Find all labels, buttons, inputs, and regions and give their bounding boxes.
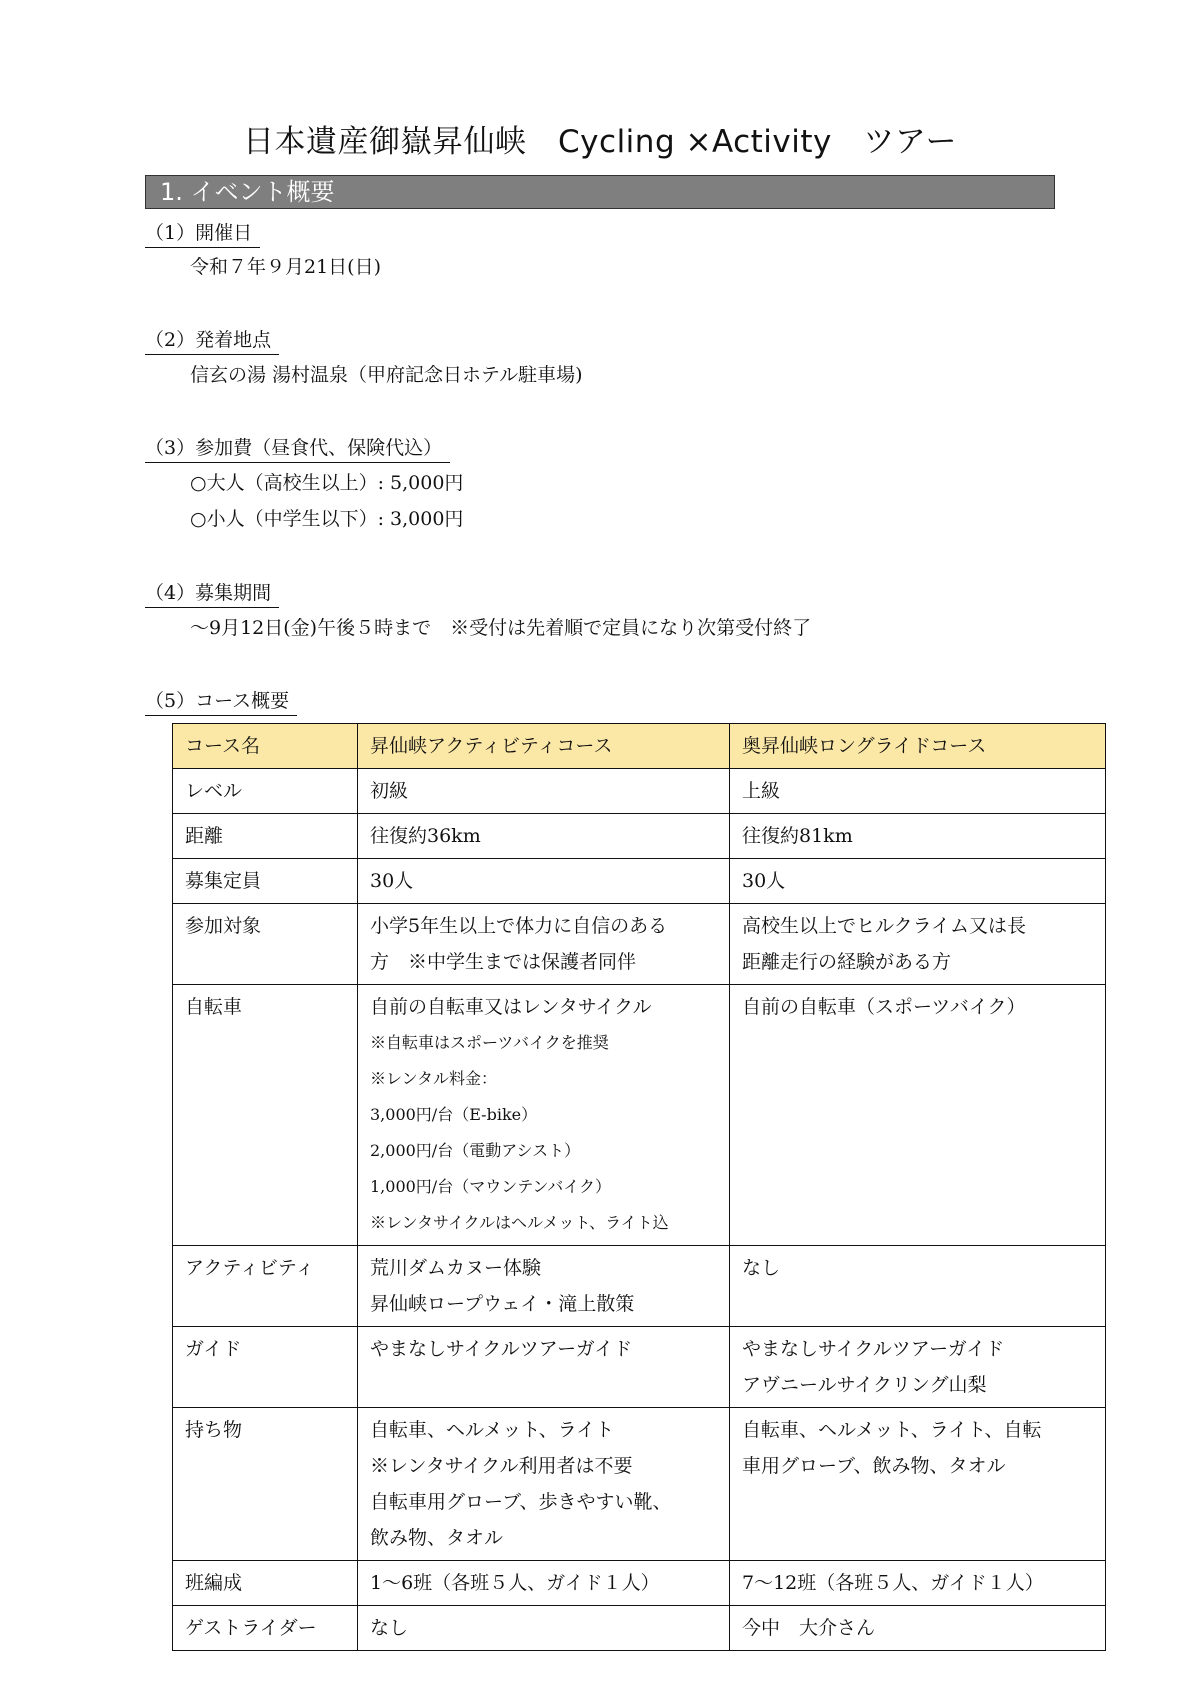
long-ride-course-cell (730, 985, 1106, 1246)
cell-line: 参加対象 (185, 915, 262, 937)
cell-line: 車用グローブ、飲み物、タオル (742, 1455, 1006, 1477)
cell-line: 上級 (742, 780, 781, 802)
cell-line: 自前の自転車又はレンタサイクル (370, 996, 652, 1018)
fee-adult: ○大人（高校生以上）: 5,000円 (190, 472, 464, 494)
table-row (173, 1327, 1106, 1408)
event-date: 令和７年９月21日(日) (190, 256, 382, 278)
row-label (173, 1606, 358, 1651)
header-cell (358, 724, 730, 769)
document-title: 日本遺産御嶽昇仙峡 Cycling ×Activity ツアー (243, 124, 957, 160)
cell-note: 2,000円/台（電動アシスト） (370, 1141, 581, 1160)
row-label (173, 814, 358, 859)
cell-line: 7〜12班（各班５人、ガイド１人） (742, 1572, 1044, 1594)
long-ride-course-cell (730, 1606, 1106, 1651)
heading-period: （4）募集期間 (145, 580, 279, 608)
long-ride-course-cell (730, 1246, 1106, 1327)
activity-course-cell (358, 1561, 730, 1606)
cell-note: ※レンタル料金： (370, 1069, 497, 1088)
cell-note: ※自転車はスポーツバイクを推奨 (370, 1033, 609, 1052)
heading-fee: （3）参加費（昼食代、保険代込） (145, 435, 450, 463)
cell-line: 30人 (370, 870, 414, 892)
activity-course-cell (358, 859, 730, 904)
heading-course: （5）コース概要 (145, 688, 297, 716)
header-cell (173, 724, 358, 769)
long-ride-course-cell (730, 904, 1106, 985)
cell-line: 奥昇仙峡ロングライドコース (742, 735, 987, 757)
row-label (173, 904, 358, 985)
row-label (173, 1327, 358, 1408)
table-row (173, 814, 1106, 859)
long-ride-course-cell (730, 859, 1106, 904)
section-heading: 1. イベント概要 (145, 175, 1055, 209)
cell-line: 荒川ダムカヌー体験 (370, 1257, 542, 1279)
cell-line: 今中 大介さん (742, 1617, 876, 1639)
cell-line: 1〜6班（各班５人、ガイド１人） (370, 1572, 660, 1594)
row-label (173, 1246, 358, 1327)
cell-line: 募集定員 (185, 870, 262, 892)
table-row (173, 985, 1106, 1246)
table-row (173, 769, 1106, 814)
cell-note: ※レンタサイクルはヘルメット、ライト込 (370, 1213, 669, 1232)
table-row (173, 1246, 1106, 1327)
activity-course-cell (358, 1246, 730, 1327)
cell-line: なし (370, 1617, 409, 1639)
cell-note: 3,000円/台（E-bike） (370, 1105, 538, 1124)
cell-line: 高校生以上でヒルクライム又は長 (742, 915, 1027, 937)
cell-line: 班編成 (185, 1572, 243, 1594)
row-label (173, 1408, 358, 1561)
table-header-row (173, 724, 1106, 769)
cell-line: 初級 (370, 780, 409, 802)
recruit-period: 〜9月12日(金)午後５時まで ※受付は先着順で定員になり次第受付終了 (190, 617, 812, 639)
table-row (173, 859, 1106, 904)
cell-line: 飲み物、タオル (370, 1527, 504, 1549)
activity-course-cell (358, 985, 730, 1246)
cell-line: 自転車、ヘルメット、ライト、自転 (742, 1419, 1042, 1441)
cell-line: やまなしサイクルツアーガイド (370, 1338, 633, 1360)
course-table (172, 723, 1106, 1651)
table-row (173, 1561, 1106, 1606)
table-row (173, 1606, 1106, 1651)
activity-course-cell (358, 814, 730, 859)
cell-line: アヴニールサイクリング山梨 (742, 1374, 987, 1396)
cell-note: 1,000円/台（マウンテンバイク） (370, 1177, 611, 1196)
activity-course-cell (358, 904, 730, 985)
cell-line: 小学5年生以上で体力に自信のある (370, 915, 668, 937)
activity-course-cell (358, 1327, 730, 1408)
fee-child: ○小人（中学生以下）: 3,000円 (190, 508, 464, 530)
row-label (173, 1561, 358, 1606)
cell-line: ガイド (185, 1338, 242, 1360)
cell-line: 自前の自転車（スポーツバイク） (742, 996, 1026, 1018)
cell-line: やまなしサイクルツアーガイド (742, 1338, 1005, 1360)
cell-line: 方 ※中学生までは保護者同伴 (370, 951, 637, 973)
cell-line: 自転車、ヘルメット、ライト (370, 1419, 615, 1441)
row-label (173, 769, 358, 814)
table-row (173, 1408, 1106, 1561)
cell-line: 往復約36km (370, 825, 481, 847)
cell-line: コース名 (185, 735, 261, 757)
cell-line: ゲストライダー (185, 1617, 317, 1639)
cell-line: 昇仙峡ロープウェイ・滝上散策 (370, 1293, 635, 1315)
cell-line: ※レンタサイクル利用者は不要 (370, 1455, 633, 1477)
activity-course-cell (358, 769, 730, 814)
long-ride-course-cell (730, 1561, 1106, 1606)
cell-line: 30人 (742, 870, 786, 892)
cell-line: 往復約81km (742, 825, 853, 847)
cell-line: アクティビティ (185, 1257, 315, 1279)
table-row (173, 904, 1106, 985)
heading-start-point: （2）発着地点 (145, 327, 279, 355)
cell-line: 距離 (185, 825, 224, 847)
cell-line: 持ち物 (185, 1419, 243, 1441)
cell-line: 昇仙峡アクティビティコース (370, 735, 613, 757)
long-ride-course-cell (730, 1408, 1106, 1561)
row-label (173, 859, 358, 904)
cell-line: 自転車 (185, 996, 243, 1018)
heading-date: （1）開催日 (145, 220, 260, 248)
cell-line: 距離走行の経験がある方 (742, 951, 952, 973)
long-ride-course-cell (730, 769, 1106, 814)
header-cell (730, 724, 1106, 769)
cell-line: なし (742, 1257, 781, 1279)
activity-course-cell (358, 1606, 730, 1651)
start-point: 信玄の湯 湯村温泉（甲府記念日ホテル駐車場) (190, 364, 583, 386)
cell-line: レベル (185, 780, 243, 802)
activity-course-cell (358, 1408, 730, 1561)
cell-line: 自転車用グローブ、歩きやすい靴、 (370, 1491, 672, 1513)
row-label (173, 985, 358, 1246)
long-ride-course-cell (730, 1327, 1106, 1408)
long-ride-course-cell (730, 814, 1106, 859)
